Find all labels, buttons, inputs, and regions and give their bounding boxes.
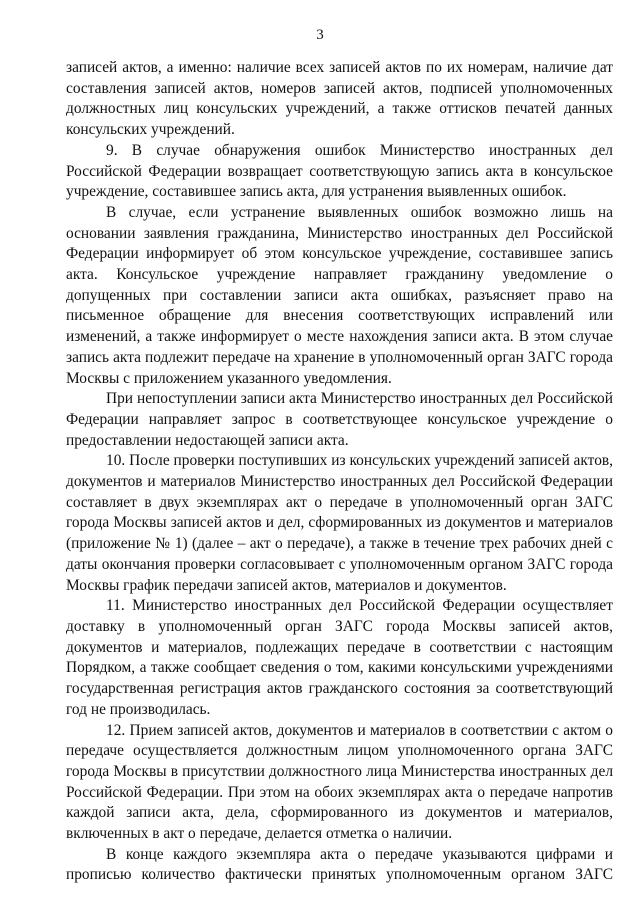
paragraph-acceptance-count: В конце каждого экземпляра акта о передаче указываются цифрами и прописью количество фактически принятых уполномоченным органом ЗАГС <box>66 845 613 884</box>
paragraph-clause-9: 9. В случае обнаружения ошибок Министерство иностранных дел Российской Федерации возвращает соответствующую запись акта в консульское учреждение, составившее запись акта, для устранения выявленных ошибок. <box>66 141 613 201</box>
paragraph-clause-11: 11. Министерство иностранных дел Российской Федерации осуществляет доставку в уполномоченный орган ЗАГС города Москвы записей актов, документов и материалов, подлежащих передаче в соответствии с настоящим Порядком, а также сообщает сведения о том, какими консульскими учреждениями государственная регистрация актов гражданского состояния за соответствующий год не производилась. <box>66 597 613 718</box>
paragraph-error-correction: В случае, если устранение выявленных ошибок возможно лишь на основании заявления гражданина, Министерство иностранных дел Российской Федерации информирует об этом консульское учреждение, составившее запись акта. Консульское учреждение направляет гражданину уведомление о допущенных при составлении записи акта ошибках, разъясняет право на письменное обращение для внесения соответствующих исправлений или изменений, а также информирует о месте нахождения записи акта. В этом случае запись акта подлежит передаче на хранение в уполномоченный орган ЗАГС города Москвы с приложением указанного уведомления. <box>66 203 613 387</box>
paragraph-clause-10: 10. После проверки поступивших из консульских учреждений записей актов, документов и материалов Министерство иностранных дел Российской Федерации составляет в двух экземплярах акт о передаче в уполномоченный орган ЗАГС города Москвы записей актов и дел, сформированных из документов и материалов (приложение № 1) (далее – акт о передаче), а также в течение трех рабочих дней с даты окончания проверки согласовывает с уполномоченным органом ЗАГС города Москвы график передачи записей актов, материалов и документов. <box>66 452 613 594</box>
page-number: 3 <box>316 27 324 43</box>
paragraph-missing-record: При непоступлении записи акта Министерство иностранных дел Российской Федерации направляет запрос в соответствующее консульское учреждение о предоставлении недостающей записи акта. <box>66 390 613 449</box>
paragraph-clause-12: 12. Прием записей актов, документов и материалов в соответствии с актом о передаче осуществляется должностным лицом уполномоченного органа ЗАГС города Москвы в присутствии должностного лица Министерства иностранных дел Российской Федерации. При этом на обоих экземплярах акта о передаче напротив каждой записи акта, дела, сформированного из документов и материалов, включенных в акт о передаче, делается отметка о наличии. <box>66 721 613 843</box>
document-body <box>66 58 613 886</box>
paragraph-continuation: записей актов, а именно: наличие всех записей актов по их номерам, наличие дат составления записей актов, номеров записей актов, подписей уполномоченных должностных лиц консульских учреждений, а также оттисков печатей данных консульских учреждений. <box>66 59 613 139</box>
